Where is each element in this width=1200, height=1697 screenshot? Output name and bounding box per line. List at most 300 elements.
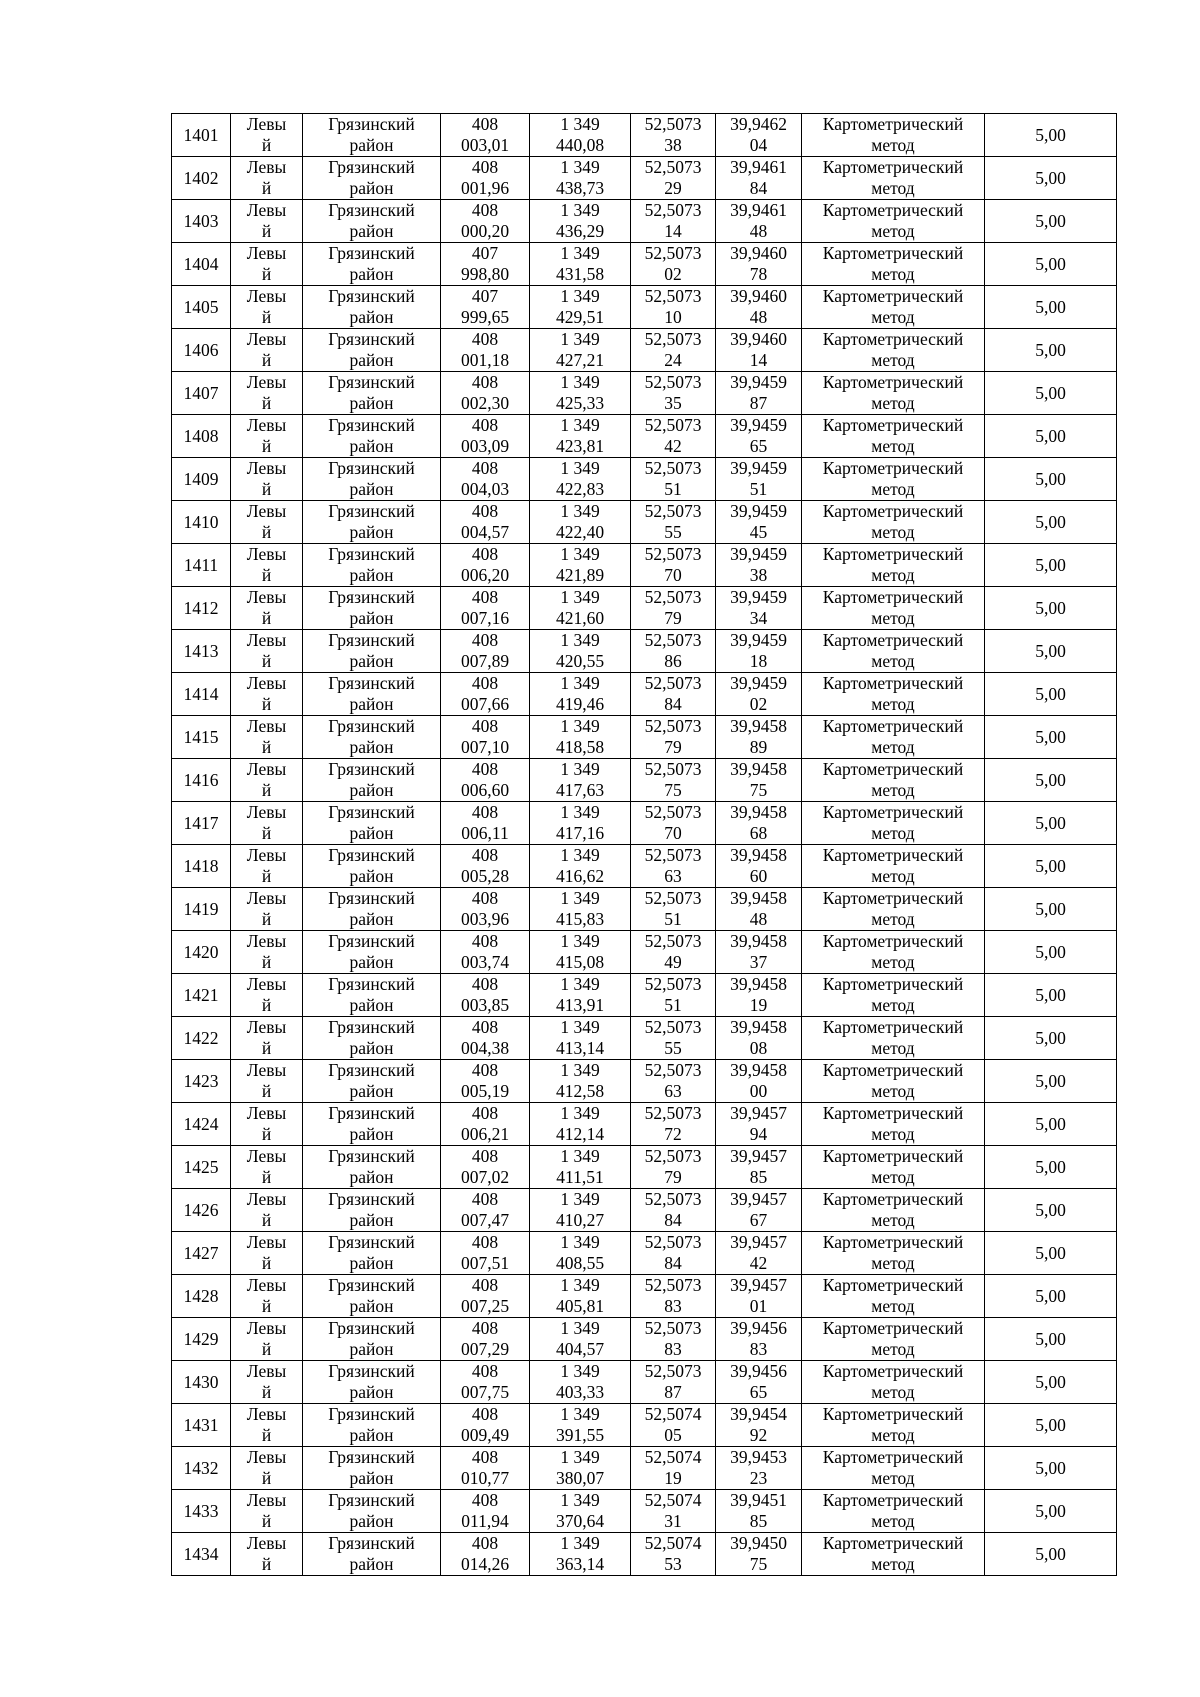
x-coordinate-line-1: 408 [471, 458, 499, 478]
x-coordinate-cell [441, 1318, 530, 1361]
method-cell [802, 114, 985, 157]
latitude-line-2: 79 [664, 608, 682, 628]
district-line-2: район [349, 651, 394, 671]
x-coordinate-line-1: 408 [471, 974, 499, 994]
district-line-2: район [349, 393, 394, 413]
x-coordinate-line-2: 005,19 [460, 1081, 510, 1101]
side-line-1: Левы [246, 888, 287, 908]
accuracy-cell: 5,00 [985, 587, 1117, 630]
side-line-1: Левы [246, 200, 287, 220]
method-line-1: Картометрический [822, 587, 964, 607]
longitude-line-2: 78 [749, 264, 768, 284]
x-coordinate-line-2: 003,01 [460, 135, 510, 155]
side-cell [231, 888, 303, 931]
longitude-cell [716, 200, 802, 243]
latitude-cell [631, 587, 716, 630]
y-coordinate-line-2: 380,07 [555, 1468, 605, 1488]
district-cell [303, 673, 441, 716]
x-coordinate-line-1: 407 [471, 243, 499, 263]
x-coordinate-line-2: 007,29 [460, 1339, 510, 1359]
side-line-2: й [261, 135, 272, 155]
method-cell [802, 845, 985, 888]
district-line-1: Грязинский [328, 157, 415, 177]
y-coordinate-line-1: 1 349 [560, 1103, 600, 1123]
side-line-2: й [261, 823, 272, 843]
side-line-2: й [261, 909, 272, 929]
x-coordinate-cell [441, 974, 530, 1017]
y-coordinate-line-1: 1 349 [560, 1318, 600, 1338]
x-coordinate-line-1: 408 [471, 157, 499, 177]
side-line-2: й [261, 952, 272, 972]
point-number-cell: 1426 [172, 1189, 231, 1232]
district-cell [303, 1361, 441, 1404]
longitude-line-1: 39,9457 [730, 1146, 787, 1166]
x-coordinate-cell [441, 1275, 530, 1318]
longitude-cell [716, 931, 802, 974]
method-line-2: метод [871, 522, 915, 542]
accuracy-cell: 5,00 [985, 1275, 1117, 1318]
accuracy-cell: 5,00 [985, 845, 1117, 888]
latitude-line-1: 52,5073 [644, 1318, 702, 1338]
accuracy-cell: 5,00 [985, 1361, 1117, 1404]
x-coordinate-line-1: 408 [471, 200, 499, 220]
y-coordinate-line-2: 429,51 [555, 307, 605, 327]
x-coordinate-line-1: 408 [471, 372, 499, 392]
x-coordinate-cell [441, 114, 530, 157]
method-line-2: метод [871, 307, 915, 327]
y-coordinate-line-1: 1 349 [560, 1404, 600, 1424]
y-coordinate-line-1: 1 349 [560, 630, 600, 650]
point-number-cell: 1418 [172, 845, 231, 888]
method-cell [802, 1060, 985, 1103]
x-coordinate-cell [441, 931, 530, 974]
district-line-2: район [349, 178, 394, 198]
side-cell [231, 200, 303, 243]
side-line-1: Левы [246, 458, 287, 478]
district-line-2: район [349, 780, 394, 800]
district-cell [303, 845, 441, 888]
x-coordinate-line-2: 001,18 [460, 350, 510, 370]
x-coordinate-line-1: 408 [471, 114, 499, 134]
longitude-line-2: 75 [749, 780, 768, 800]
y-coordinate-cell [530, 1533, 631, 1576]
method-line-2: метод [871, 1382, 915, 1402]
x-coordinate-line-2: 007,47 [460, 1210, 510, 1230]
method-line-2: метод [871, 737, 915, 757]
table-row [172, 415, 1117, 458]
y-coordinate-cell [530, 1017, 631, 1060]
longitude-cell [716, 802, 802, 845]
longitude-line-1: 39,9457 [730, 1275, 787, 1295]
longitude-line-1: 39,9458 [730, 1017, 787, 1037]
longitude-line-1: 39,9459 [730, 630, 787, 650]
latitude-cell [631, 157, 716, 200]
method-cell [802, 157, 985, 200]
longitude-cell [716, 329, 802, 372]
method-line-2: метод [871, 350, 915, 370]
x-coordinate-line-1: 408 [471, 1490, 499, 1510]
y-coordinate-line-1: 1 349 [560, 329, 600, 349]
accuracy-cell: 5,00 [985, 1232, 1117, 1275]
latitude-line-1: 52,5074 [644, 1404, 702, 1424]
y-coordinate-cell [530, 931, 631, 974]
longitude-line-2: 48 [749, 221, 768, 241]
district-line-2: район [349, 823, 394, 843]
y-coordinate-line-1: 1 349 [560, 1189, 600, 1209]
side-line-2: й [261, 1511, 272, 1531]
side-line-2: й [261, 1339, 272, 1359]
point-number-cell: 1412 [172, 587, 231, 630]
method-line-2: метод [871, 1511, 915, 1531]
y-coordinate-line-2: 404,57 [555, 1339, 605, 1359]
district-line-1: Грязинский [328, 243, 415, 263]
y-coordinate-cell [530, 1361, 631, 1404]
district-cell [303, 200, 441, 243]
side-line-2: й [261, 1210, 272, 1230]
point-number-cell: 1427 [172, 1232, 231, 1275]
method-line-1: Картометрический [822, 1318, 964, 1338]
y-coordinate-line-2: 408,55 [555, 1253, 605, 1273]
latitude-line-2: 24 [664, 350, 682, 370]
x-coordinate-line-1: 408 [471, 802, 499, 822]
y-coordinate-line-2: 420,55 [555, 651, 605, 671]
longitude-line-2: 65 [749, 436, 768, 456]
side-cell [231, 415, 303, 458]
table-row [172, 458, 1117, 501]
side-line-2: й [261, 1124, 272, 1144]
latitude-cell [631, 1318, 716, 1361]
point-number-cell: 1403 [172, 200, 231, 243]
district-cell [303, 329, 441, 372]
longitude-cell [716, 759, 802, 802]
table-row [172, 630, 1117, 673]
longitude-line-1: 39,9458 [730, 759, 787, 779]
side-line-2: й [261, 1554, 272, 1574]
method-cell [802, 1533, 985, 1576]
table-row [172, 1490, 1117, 1533]
point-number-cell: 1434 [172, 1533, 231, 1576]
y-coordinate-line-2: 421,60 [555, 608, 605, 628]
table-row [172, 1404, 1117, 1447]
y-coordinate-line-2: 363,14 [555, 1554, 605, 1574]
y-coordinate-line-2: 440,08 [555, 135, 605, 155]
method-cell [802, 1490, 985, 1533]
method-line-1: Картометрический [822, 544, 964, 564]
longitude-line-2: 02 [749, 694, 768, 714]
y-coordinate-line-2: 403,33 [555, 1382, 605, 1402]
longitude-cell [716, 845, 802, 888]
side-cell [231, 1447, 303, 1490]
x-coordinate-line-2: 014,26 [460, 1554, 510, 1574]
method-cell [802, 673, 985, 716]
longitude-cell [716, 157, 802, 200]
point-number-cell: 1429 [172, 1318, 231, 1361]
latitude-cell [631, 1490, 716, 1533]
side-cell [231, 243, 303, 286]
x-coordinate-line-1: 408 [471, 1232, 499, 1252]
method-line-2: метод [871, 995, 915, 1015]
latitude-line-2: 70 [664, 565, 682, 585]
method-line-2: метод [871, 1296, 915, 1316]
y-coordinate-cell [530, 759, 631, 802]
method-cell [802, 802, 985, 845]
accuracy-cell: 5,00 [985, 716, 1117, 759]
x-coordinate-cell [441, 888, 530, 931]
district-line-1: Грязинский [328, 501, 415, 521]
y-coordinate-line-2: 415,83 [555, 909, 605, 929]
method-cell [802, 1404, 985, 1447]
district-cell [303, 931, 441, 974]
x-coordinate-cell [441, 501, 530, 544]
method-line-2: метод [871, 479, 915, 499]
longitude-cell [716, 1404, 802, 1447]
x-coordinate-line-2: 000,20 [460, 221, 510, 241]
x-coordinate-line-1: 408 [471, 544, 499, 564]
side-cell [231, 1275, 303, 1318]
y-coordinate-line-2: 411,51 [556, 1167, 604, 1187]
side-line-2: й [261, 651, 272, 671]
accuracy-cell: 5,00 [985, 1060, 1117, 1103]
x-coordinate-cell [441, 759, 530, 802]
longitude-line-1: 39,9459 [730, 501, 787, 521]
district-line-1: Грязинский [328, 587, 415, 607]
table-row [172, 673, 1117, 716]
longitude-line-1: 39,9451 [730, 1490, 787, 1510]
latitude-line-1: 52,5073 [644, 845, 702, 865]
longitude-line-2: 23 [749, 1468, 768, 1488]
side-line-2: й [261, 1081, 272, 1101]
x-coordinate-line-2: 005,28 [460, 866, 510, 886]
point-number-cell: 1433 [172, 1490, 231, 1533]
district-line-2: район [349, 952, 394, 972]
y-coordinate-cell [530, 888, 631, 931]
x-coordinate-cell [441, 845, 530, 888]
point-number-cell: 1415 [172, 716, 231, 759]
district-line-1: Грязинский [328, 759, 415, 779]
method-line-1: Картометрический [822, 888, 964, 908]
side-line-1: Левы [246, 1361, 287, 1381]
district-line-1: Грязинский [328, 329, 415, 349]
latitude-line-2: 86 [664, 651, 682, 671]
accuracy-cell: 5,00 [985, 1189, 1117, 1232]
table-row [172, 372, 1117, 415]
longitude-cell [716, 1318, 802, 1361]
side-line-1: Левы [246, 1490, 287, 1510]
side-cell [231, 1189, 303, 1232]
point-number-cell: 1431 [172, 1404, 231, 1447]
y-coordinate-line-2: 423,81 [555, 436, 605, 456]
x-coordinate-line-2: 004,03 [460, 479, 510, 499]
coordinates-table [171, 113, 1117, 1576]
y-coordinate-cell [530, 458, 631, 501]
table-row [172, 888, 1117, 931]
district-cell [303, 759, 441, 802]
y-coordinate-line-2: 422,83 [555, 479, 605, 499]
district-line-1: Грязинский [328, 372, 415, 392]
method-line-1: Картометрический [822, 114, 964, 134]
longitude-line-1: 39,9450 [730, 1533, 787, 1553]
latitude-cell [631, 501, 716, 544]
side-line-1: Левы [246, 1318, 287, 1338]
district-line-2: район [349, 1468, 394, 1488]
table-row [172, 716, 1117, 759]
table-row [172, 200, 1117, 243]
latitude-cell [631, 716, 716, 759]
longitude-line-2: 45 [749, 522, 768, 542]
y-coordinate-line-1: 1 349 [560, 200, 600, 220]
district-line-1: Грязинский [328, 1189, 415, 1209]
point-number-cell: 1414 [172, 673, 231, 716]
table-row [172, 587, 1117, 630]
method-cell [802, 544, 985, 587]
x-coordinate-line-1: 408 [471, 1103, 499, 1123]
y-coordinate-line-1: 1 349 [560, 1232, 600, 1252]
longitude-line-2: 48 [749, 909, 768, 929]
y-coordinate-line-1: 1 349 [560, 1146, 600, 1166]
side-cell [231, 802, 303, 845]
x-coordinate-line-2: 002,30 [460, 393, 510, 413]
side-line-1: Левы [246, 1533, 287, 1553]
x-coordinate-cell [441, 329, 530, 372]
longitude-line-1: 39,9460 [730, 243, 787, 263]
latitude-cell [631, 759, 716, 802]
accuracy-cell: 5,00 [985, 1447, 1117, 1490]
y-coordinate-cell [530, 243, 631, 286]
side-line-1: Левы [246, 1447, 287, 1467]
district-line-2: район [349, 1210, 394, 1230]
x-coordinate-cell [441, 1361, 530, 1404]
district-cell [303, 415, 441, 458]
side-cell [231, 544, 303, 587]
district-line-1: Грязинский [328, 716, 415, 736]
method-line-2: метод [871, 694, 915, 714]
district-line-2: район [349, 1382, 394, 1402]
method-cell [802, 1275, 985, 1318]
method-line-1: Картометрический [822, 200, 964, 220]
longitude-line-2: 83 [749, 1339, 768, 1359]
side-line-2: й [261, 1296, 272, 1316]
latitude-cell [631, 974, 716, 1017]
table-row [172, 931, 1117, 974]
x-coordinate-line-2: 007,66 [460, 694, 510, 714]
latitude-cell [631, 931, 716, 974]
y-coordinate-line-1: 1 349 [560, 759, 600, 779]
x-coordinate-line-1: 408 [471, 1146, 499, 1166]
y-coordinate-line-1: 1 349 [560, 157, 600, 177]
longitude-cell [716, 587, 802, 630]
latitude-line-1: 52,5073 [644, 931, 702, 951]
longitude-line-1: 39,9459 [730, 458, 787, 478]
x-coordinate-line-2: 007,75 [460, 1382, 510, 1402]
longitude-line-2: 08 [749, 1038, 768, 1058]
district-cell [303, 372, 441, 415]
side-line-2: й [261, 264, 272, 284]
latitude-line-2: 02 [664, 264, 682, 284]
y-coordinate-line-2: 391,55 [555, 1425, 605, 1445]
y-coordinate-cell [530, 286, 631, 329]
y-coordinate-line-2: 422,40 [555, 522, 605, 542]
side-line-2: й [261, 866, 272, 886]
district-line-2: район [349, 1124, 394, 1144]
table-row [172, 1146, 1117, 1189]
table-row [172, 157, 1117, 200]
y-coordinate-line-1: 1 349 [560, 1017, 600, 1037]
point-number-cell: 1428 [172, 1275, 231, 1318]
longitude-line-1: 39,9460 [730, 329, 787, 349]
side-line-1: Левы [246, 931, 287, 951]
side-line-1: Левы [246, 673, 287, 693]
method-cell [802, 415, 985, 458]
district-line-1: Грязинский [328, 544, 415, 564]
latitude-cell [631, 1189, 716, 1232]
latitude-line-1: 52,5073 [644, 587, 702, 607]
longitude-cell [716, 458, 802, 501]
longitude-cell [716, 243, 802, 286]
longitude-line-2: 01 [749, 1296, 768, 1316]
y-coordinate-line-1: 1 349 [560, 1060, 600, 1080]
latitude-cell [631, 243, 716, 286]
district-line-2: район [349, 1296, 394, 1316]
x-coordinate-cell [441, 1232, 530, 1275]
side-cell [231, 286, 303, 329]
side-line-1: Левы [246, 329, 287, 349]
method-line-2: метод [871, 178, 915, 198]
accuracy-cell: 5,00 [985, 888, 1117, 931]
district-cell [303, 1103, 441, 1146]
method-line-2: метод [871, 1210, 915, 1230]
side-line-2: й [261, 1382, 272, 1402]
method-line-2: метод [871, 436, 915, 456]
side-line-1: Левы [246, 1060, 287, 1080]
district-cell [303, 286, 441, 329]
latitude-line-2: 70 [664, 823, 682, 843]
method-line-1: Картометрический [822, 501, 964, 521]
method-line-1: Картометрический [822, 286, 964, 306]
x-coordinate-line-2: 006,21 [460, 1124, 510, 1144]
district-line-1: Грязинский [328, 286, 415, 306]
x-coordinate-cell [441, 243, 530, 286]
accuracy-cell: 5,00 [985, 458, 1117, 501]
longitude-cell [716, 286, 802, 329]
latitude-cell [631, 1275, 716, 1318]
x-coordinate-cell [441, 630, 530, 673]
x-coordinate-line-2: 007,10 [460, 737, 510, 757]
y-coordinate-cell [530, 716, 631, 759]
y-coordinate-line-1: 1 349 [560, 243, 600, 263]
point-number-cell: 1413 [172, 630, 231, 673]
method-line-2: метод [871, 1167, 915, 1187]
accuracy-cell: 5,00 [985, 1017, 1117, 1060]
method-line-1: Картометрический [822, 759, 964, 779]
side-line-2: й [261, 307, 272, 327]
longitude-line-1: 39,9457 [730, 1189, 787, 1209]
longitude-line-1: 39,9457 [730, 1232, 787, 1252]
y-coordinate-line-2: 412,14 [555, 1124, 605, 1144]
side-cell [231, 759, 303, 802]
district-cell [303, 630, 441, 673]
side-line-1: Левы [246, 1189, 287, 1209]
longitude-cell [716, 888, 802, 931]
side-line-1: Левы [246, 372, 287, 392]
district-line-1: Грязинский [328, 931, 415, 951]
latitude-cell [631, 415, 716, 458]
y-coordinate-cell [530, 1490, 631, 1533]
district-cell [303, 587, 441, 630]
y-coordinate-line-1: 1 349 [560, 716, 600, 736]
latitude-line-1: 52,5073 [644, 1189, 702, 1209]
side-line-2: й [261, 178, 272, 198]
district-line-2: район [349, 1554, 394, 1574]
